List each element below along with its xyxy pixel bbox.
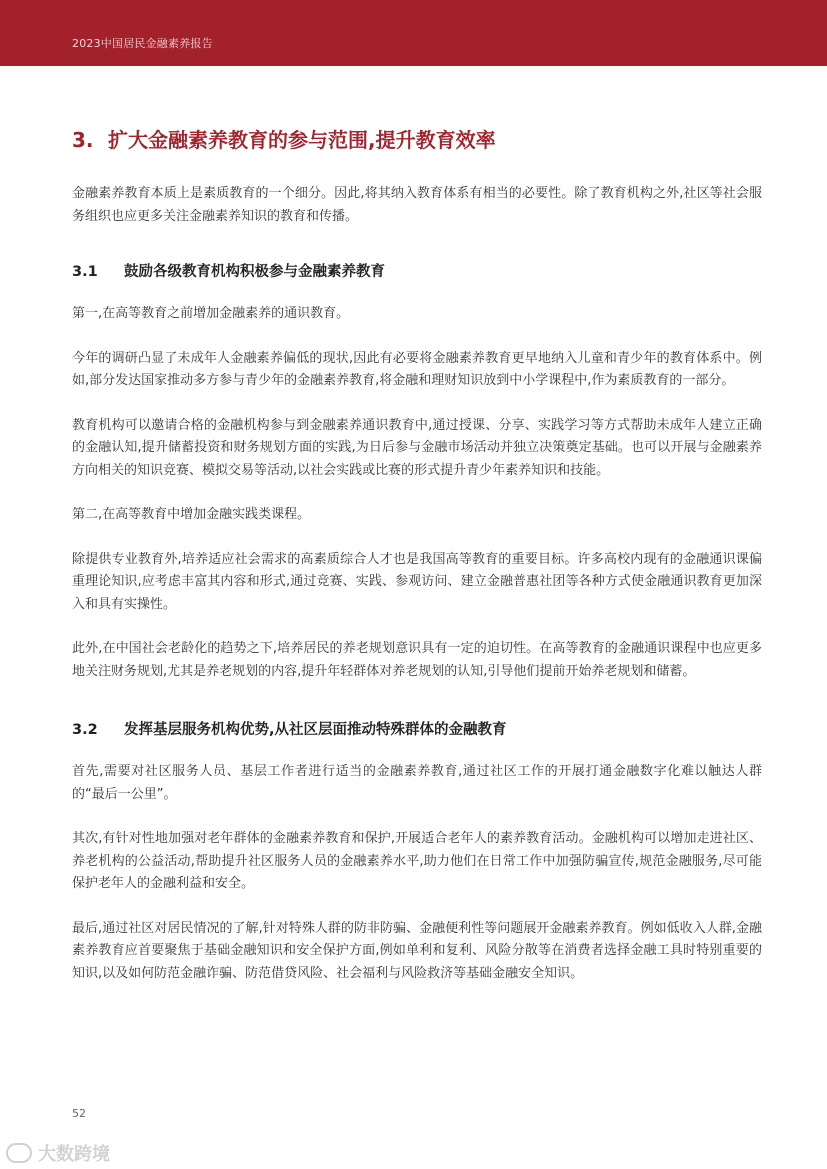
section-title: 扩大金融素养教育的参与范围,提升教育效率 <box>108 128 496 152</box>
page-number: 52 <box>72 1107 86 1120</box>
section-intro: 金融素养教育本质上是素质教育的一个细分。因此,将其纳入教育体系有相当的必要性。除了教育机构之外,社区等社会服务组织也应更多关注金融素养知识的教育和传播。 <box>72 186 762 224</box>
subsection-title: 鼓励各级教育机构积极参与金融素养教育 <box>124 264 385 280</box>
paragraph: 最后,通过社区对居民情况的了解,针对特殊人群的防非防骗、金融便利性等问题展开金融素养教育。例如低收入人群,金融素养教育应首要聚焦于基础金融知识和安全保护方面,例如单利和复利、风险分散等在消费者选择金融工具时特别重要的知识,以及如何防范金融诈骗、防范借贷风险、社会福利与风险救济等基础金融安全知识。 <box>72 920 762 981</box>
paragraph: 教育机构可以邀请合格的金融机构参与到金融素养通识教育中,通过授课、分享、实践学习等方式帮助未成年人建立正确的金融认知,提升储蓄投资和财务规划方面的实践,为日后参与金融市场活动并独立决策奠定基础。也可以开展与金融素养方向相关的知识竞赛、模拟交易等活动,以社会实践或比赛的形式提升青少年素养知识和技能。 <box>72 417 762 478</box>
page-header <box>0 0 827 66</box>
main-content <box>72 124 762 1007</box>
paragraph: 今年的调研凸显了未成年人金融素养偏低的现状,因此有必要将金融素养教育更早地纳入儿童和青少年的教育体系中。例如,部分发达国家推动多方参与青少年的金融素养教育,将金融和理财知识放到中小学课程中,作为素质教育的一部分。 <box>72 350 762 388</box>
paragraph: 除提供专业教育外,培养适应社会需求的高素质综合人才也是我国高等教育的重要目标。许多高校内现有的金融通识课偏重理论知识,应考虑丰富其内容和形式,通过竞赛、实践、参观访问、建立金融普惠社团等各种方式使金融通识教育更加深入和具有实操性。 <box>72 551 762 612</box>
section-heading <box>72 124 762 156</box>
watermark-text: 大数跨境 <box>38 1144 110 1165</box>
paragraph: 第二,在高等教育中增加金融实践类课程。 <box>72 507 311 522</box>
watermark-logo-icon <box>6 1143 32 1163</box>
watermark <box>6 1140 110 1166</box>
section-number: 3. <box>72 128 94 152</box>
subsection-heading <box>72 259 762 285</box>
paragraph: 第一,在高等教育之前增加金融素养的通识教育。 <box>72 306 350 321</box>
subsection-title: 发挥基层服务机构优势,从社区层面推动特殊群体的金融教育 <box>124 722 507 738</box>
report-title: 2023中国居民金融素养报告 <box>72 37 213 50</box>
paragraph: 其次,有针对性地加强对老年群体的金融素养教育和保护,开展适合老年人的素养教育活动。金融机构可以增加走进社区、养老机构的公益活动,帮助提升社区服务人员的金融素养水平,助力他们在日常工作中加强防骗宣传,规范金融服务,尽可能保护老年人的金融利益和安全。 <box>72 831 762 891</box>
subsection-number: 3.1 <box>72 264 98 280</box>
paragraph: 此外,在中国社会老龄化的趋势之下,培养居民的养老规划意识具有一定的迫切性。在高等教育的金融通识课程中也应更多地关注财务规划,尤其是养老规划的内容,提升年轻群体对养老规划的认知,引导他们提前开始养老规划和储蓄。 <box>72 641 762 679</box>
subsection-number: 3.2 <box>72 722 98 738</box>
subsection-heading <box>72 717 762 743</box>
paragraph: 首先,需要对社区服务人员、基层工作者进行适当的金融素养教育,通过社区工作的开展打通金融数字化难以触达人群的“最后一公里”。 <box>72 764 762 802</box>
